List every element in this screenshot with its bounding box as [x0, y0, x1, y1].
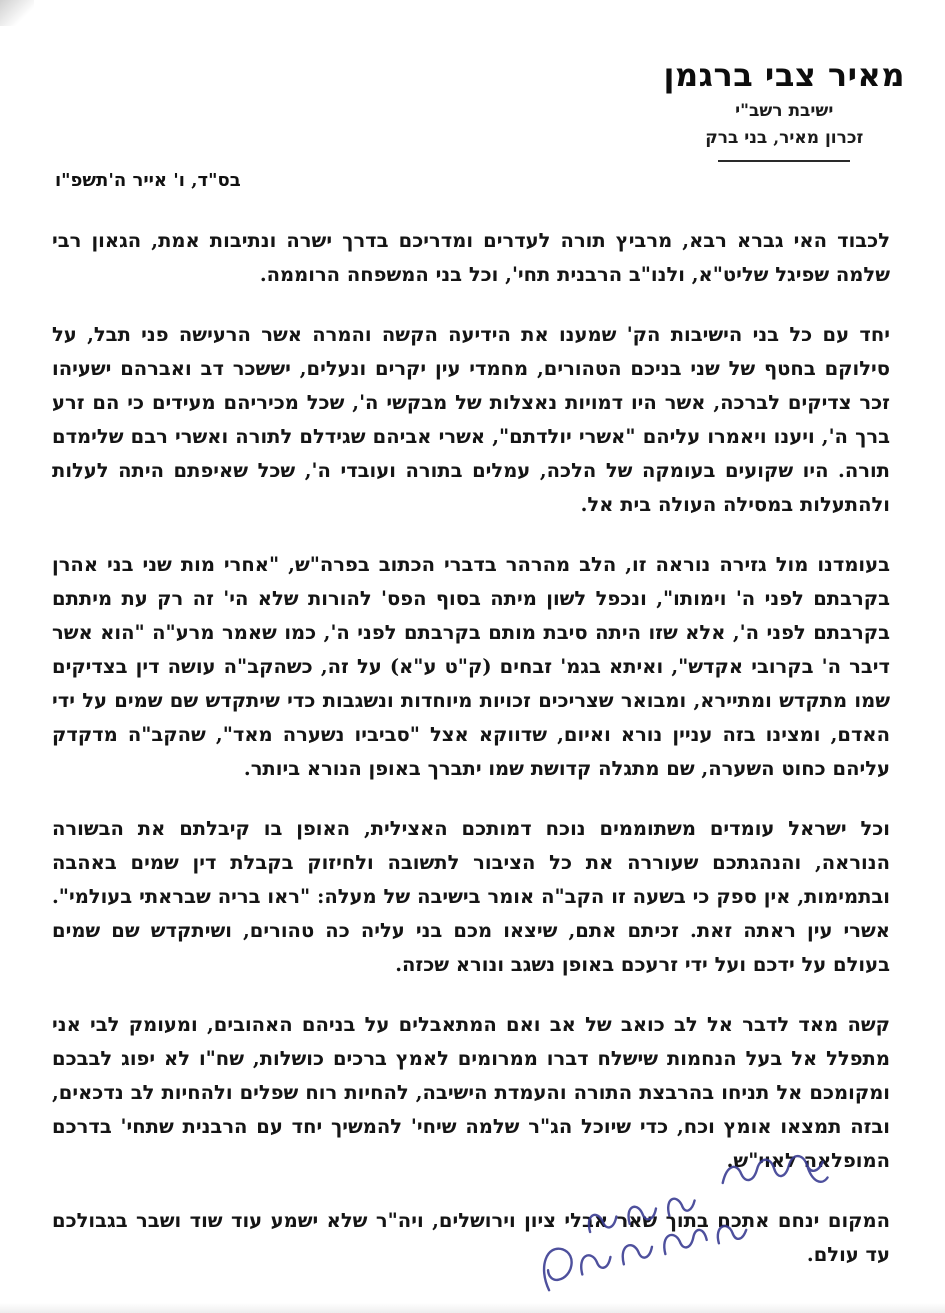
- signature-ink: [539, 1155, 833, 1291]
- letterhead-yeshiva: ישיבת רשב"י: [735, 101, 834, 121]
- letter-paragraph: קשה מאד לדבר אל לב כואב של אב ואם המתאבלים על בניהם האהובים, ומעומק לבי אני מתפלל אל בעל הנחמות שישלח דברו ממרומים לאמץ ברכים כושלות, שח"ו לא יפוג לבבכם ומקומכם אל תניחו בהרבצת התורה והעמדת הישיבה, להחיות רוח שפלים ולהחיות לב נדכאים, ובזה תמצאו אומץ וכח, כדי שיוכל הג"ר שלמה שיחי' להמשיך יחד עם הרבנית שתחי' בדרכם המופלאה לאוי"ש.: [52, 1013, 890, 1172]
- letterhead-address: זכרון מאיר, בני ברק: [705, 128, 864, 148]
- letter-paragraph: בעומדנו מול גזירה נוראה זו, הלב מהרהר בדברי הכתוב בפרה"ש, "אחרי מות שני בני אהרן בקרבתם לפני ה' וימותו", ונכפל לשון מיתה בסוף הפס' להורות שלא הי' זה רק עת מיתתם בקרבתם לפני ה', אלא שזו היתה סיבת מותם בקרבתם לפני ה', כמו שאמר מרע"ה "הוא אשר דיבר ה' בקרובי אקדש", ואיתא בגמ' זבחים (ק"ט ע"א) על זה, כשהקב"ה עושה דין בצדיקים שמו מתקדש ומתיירא, ומבואר שצריכים זכויות מיוחדות ונשגבות כדי שיתקדש שם שמים על ידי האדם, ומצינו בזה עניין נורא ואיום, שדווקא אצל "סביביו נשערה מאד", שהקב"ה מדקדק עליהם כחוט השערה, שם מתגלה קדושת שמו יתברך באופן הנורא ביותר.: [52, 553, 890, 780]
- letter-paragraph: וכל ישראל עומדים משתוממים נוכח דמותכם האצילית, האופן בו קיבלתם את הבשורה הנוראה, והנהגתכם שעוררה את כל הציבור לתשובה ולחיזוק בקבלת דין שמים באהבה ובתמימות, אין ספק כי בשעה זו הקב"ה אומר בישיבה של מעלה: "ראו בריה שבראתי בעולמי". אשרי עין ראתה זאת. זכיתם אתם, שיצאו מכם בני עליה כה טהורים, ושיתקדש שם שמים בעולם על ידכם ועל ידי זרעכם באופן נשגב ונורא שכזה.: [52, 817, 890, 976]
- letterhead-name: מאיר צבי ברגמן: [663, 56, 905, 94]
- letter-paragraph-salutation: לכבוד האי גברא רבא, מרביץ תורה לעדרים ומדריכם בדרך ישרה ונתיבות אמת, הגאון רבי שלמה שפיגל שליט"א, ולנו"ב הרבנית תחי', וכל בני המשפחה הרוממה.: [52, 229, 890, 286]
- signature-scrawl: [336, 1137, 844, 1313]
- letter-body: [52, 224, 890, 1298]
- date-line: בס"ד, ו' אייר ה'תשפ"ו: [55, 170, 241, 191]
- scan-artifact: [0, 0, 34, 26]
- letter-paragraph: יחד עם כל בני הישיבות הק' שמענו את הידיעה הקשה והמרה אשר הרעישה פני תבל, על סילוקם בחטף של שני בניכם הטהורים, מחמדי עין יקרים ונעלים, יששכר דב ואברהם ישעיהו זכר צדיקים לברכה, אשר היו דמויות נאצלות של מבקשי ה', שכל מכיריהם מעידים כי הם זרע ברך ה', ויענו ויאמרו עליהם "אשרי יולדתם", אשרי אביהם שגידלם לתורה ואשרי רבם שלימדם תורה. היו שקועים בעומקה של הלכה, עמלים בתורה ועובדי ה', שכל שאיפתם היתה לעלות ולהתעלות במסילה העולה בית אל.: [52, 323, 890, 516]
- handwritten-signature: [340, 1150, 840, 1310]
- letterhead: [664, 56, 905, 162]
- letter-paragraph-closing: המקום ינחם אתכם בתוך שאר אבלי ציון וירושלים, ויה"ר שלא ישמע עוד שוד ושבר בגבולכם עד עולם.: [52, 1209, 890, 1266]
- letterhead-divider: [718, 160, 850, 162]
